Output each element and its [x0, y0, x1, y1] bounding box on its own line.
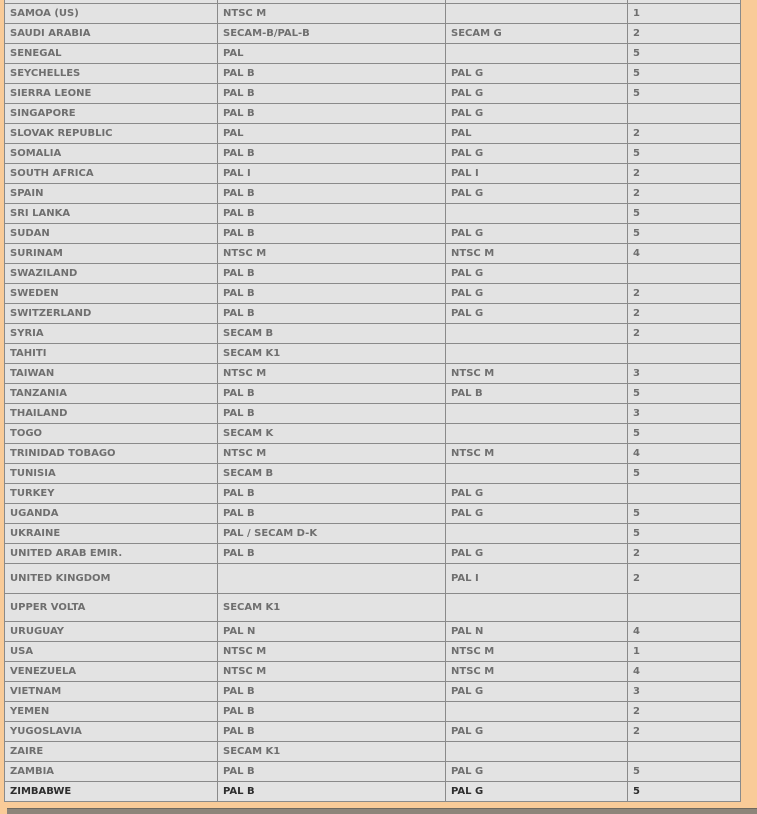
value-cell: 5	[628, 504, 741, 524]
table-row	[5, 264, 741, 284]
standard-b-cell	[446, 44, 628, 64]
standard-b-cell: PAL G	[446, 84, 628, 104]
country-cell: SWITZERLAND	[5, 304, 218, 324]
country-cell: UKRAINE	[5, 524, 218, 544]
standard-a-cell: SECAM K1	[218, 594, 446, 622]
standard-b-cell: PAL G	[446, 144, 628, 164]
standard-a-cell: PAL B	[218, 84, 446, 104]
table-row	[5, 722, 741, 742]
country-cell: SYRIA	[5, 324, 218, 344]
country-cell: TAHITI	[5, 344, 218, 364]
horizontal-divider	[7, 808, 757, 814]
table-row	[5, 124, 741, 144]
country-cell: SWEDEN	[5, 284, 218, 304]
standard-a-cell: PAL N	[218, 622, 446, 642]
value-cell	[628, 742, 741, 762]
standard-a-cell: SECAM K1	[218, 742, 446, 762]
value-cell: 4	[628, 662, 741, 682]
standard-a-cell: PAL / SECAM D-K	[218, 524, 446, 544]
value-cell: 4	[628, 444, 741, 464]
standard-b-cell: PAL G	[446, 544, 628, 564]
standard-a-cell: PAL B	[218, 204, 446, 224]
country-cell: THAILAND	[5, 404, 218, 424]
value-cell: 2	[628, 184, 741, 204]
country-cell: SINGAPORE	[5, 104, 218, 124]
value-cell: 2	[628, 164, 741, 184]
country-cell: SOMALIA	[5, 144, 218, 164]
value-cell: 2	[628, 702, 741, 722]
standard-b-cell	[446, 404, 628, 424]
standard-a-cell: PAL B	[218, 224, 446, 244]
value-cell	[628, 594, 741, 622]
country-cell: SEYCHELLES	[5, 64, 218, 84]
standard-a-cell: PAL B	[218, 504, 446, 524]
standard-a-cell: SECAM B	[218, 324, 446, 344]
country-cell: TURKEY	[5, 484, 218, 504]
value-cell: 5	[628, 44, 741, 64]
table-row	[5, 524, 741, 544]
standard-b-cell	[446, 344, 628, 364]
standard-b-cell: PAL G	[446, 762, 628, 782]
standard-b-cell: PAL	[446, 124, 628, 144]
standard-a-cell: NTSC M	[218, 244, 446, 264]
country-cell: SPAIN	[5, 184, 218, 204]
standard-a-cell: PAL B	[218, 544, 446, 564]
value-cell: 5	[628, 144, 741, 164]
standard-a-cell: PAL B	[218, 702, 446, 722]
country-cell: TANZANIA	[5, 384, 218, 404]
table-row	[5, 464, 741, 484]
standard-b-cell: PAL G	[446, 782, 628, 802]
standard-b-cell: PAL I	[446, 164, 628, 184]
value-cell: 2	[628, 124, 741, 144]
standard-b-cell	[446, 524, 628, 544]
standard-a-cell: PAL B	[218, 304, 446, 324]
value-cell: 2	[628, 304, 741, 324]
standard-b-cell: PAL G	[446, 104, 628, 124]
standard-b-cell	[446, 702, 628, 722]
country-cell: SUDAN	[5, 224, 218, 244]
standard-b-cell	[446, 324, 628, 344]
country-cell: USA	[5, 642, 218, 662]
value-cell: 5	[628, 384, 741, 404]
standard-b-cell	[446, 594, 628, 622]
standard-b-cell: NTSC M	[446, 244, 628, 264]
table-row	[5, 224, 741, 244]
value-cell	[628, 264, 741, 284]
country-cell: TOGO	[5, 424, 218, 444]
standard-b-cell: PAL G	[446, 264, 628, 284]
standard-b-cell: PAL G	[446, 722, 628, 742]
table-row	[5, 782, 741, 802]
table-row	[5, 682, 741, 702]
standard-a-cell: SECAM K1	[218, 344, 446, 364]
standard-a-cell: SECAM B	[218, 464, 446, 484]
country-cell: ZAMBIA	[5, 762, 218, 782]
standard-b-cell: PAL G	[446, 504, 628, 524]
table-row	[5, 424, 741, 444]
value-cell: 1	[628, 4, 741, 24]
country-cell: SAUDI ARABIA	[5, 24, 218, 44]
country-cell: UPPER VOLTA	[5, 594, 218, 622]
standard-a-cell: PAL B	[218, 104, 446, 124]
table-row	[5, 544, 741, 564]
table-row	[5, 702, 741, 722]
value-cell: 2	[628, 722, 741, 742]
standard-b-cell: NTSC M	[446, 642, 628, 662]
standard-a-cell: PAL	[218, 44, 446, 64]
value-cell	[628, 484, 741, 504]
country-cell: YUGOSLAVIA	[5, 722, 218, 742]
table-row	[5, 564, 741, 594]
value-cell: 2	[628, 564, 741, 594]
table-row	[5, 622, 741, 642]
value-cell: 3	[628, 404, 741, 424]
tv-standards-table	[4, 0, 741, 802]
table-row	[5, 304, 741, 324]
standard-b-cell: SECAM G	[446, 24, 628, 44]
standard-b-cell: PAL G	[446, 224, 628, 244]
country-cell: SENEGAL	[5, 44, 218, 64]
standard-a-cell: PAL B	[218, 284, 446, 304]
value-cell	[628, 344, 741, 364]
value-cell: 5	[628, 782, 741, 802]
value-cell: 5	[628, 224, 741, 244]
value-cell: 5	[628, 84, 741, 104]
value-cell	[628, 104, 741, 124]
country-cell: TUNISIA	[5, 464, 218, 484]
standard-b-cell: PAL B	[446, 384, 628, 404]
table-row	[5, 404, 741, 424]
country-cell: UNITED ARAB EMIR.	[5, 544, 218, 564]
standard-a-cell: NTSC M	[218, 444, 446, 464]
standard-b-cell	[446, 204, 628, 224]
standard-b-cell: PAL G	[446, 682, 628, 702]
standard-a-cell: PAL B	[218, 384, 446, 404]
value-cell: 2	[628, 24, 741, 44]
value-cell: 4	[628, 244, 741, 264]
country-cell: UNITED KINGDOM	[5, 564, 218, 594]
value-cell: 5	[628, 524, 741, 544]
country-cell: VENEZUELA	[5, 662, 218, 682]
table-row	[5, 164, 741, 184]
standard-a-cell: NTSC M	[218, 662, 446, 682]
table-row	[5, 344, 741, 364]
standard-b-cell: PAL G	[446, 184, 628, 204]
country-cell: TAIWAN	[5, 364, 218, 384]
standard-a-cell: PAL B	[218, 782, 446, 802]
table-row	[5, 64, 741, 84]
standard-a-cell: PAL B	[218, 64, 446, 84]
standard-a-cell: PAL B	[218, 184, 446, 204]
standard-b-cell: PAL G	[446, 304, 628, 324]
value-cell: 3	[628, 364, 741, 384]
country-cell: VIETNAM	[5, 682, 218, 702]
standard-a-cell: SECAM-B/PAL-B	[218, 24, 446, 44]
standard-a-cell: PAL B	[218, 682, 446, 702]
value-cell: 5	[628, 762, 741, 782]
standard-a-cell: NTSC M	[218, 364, 446, 384]
table-row	[5, 642, 741, 662]
standard-b-cell: PAL G	[446, 284, 628, 304]
standard-b-cell	[446, 464, 628, 484]
value-cell: 2	[628, 284, 741, 304]
value-cell: 5	[628, 204, 741, 224]
standard-b-cell: PAL I	[446, 564, 628, 594]
country-cell: ZAIRE	[5, 742, 218, 762]
table-row	[5, 484, 741, 504]
table-row	[5, 324, 741, 344]
standard-b-cell	[446, 4, 628, 24]
table-row	[5, 284, 741, 304]
country-cell: TRINIDAD TOBAGO	[5, 444, 218, 464]
tv-standards-table-body	[5, 0, 741, 802]
country-cell: SOUTH AFRICA	[5, 164, 218, 184]
standard-b-cell	[446, 424, 628, 444]
value-cell: 1	[628, 642, 741, 662]
value-cell: 5	[628, 464, 741, 484]
country-cell: SWAZILAND	[5, 264, 218, 284]
standard-a-cell: PAL B	[218, 264, 446, 284]
table-row	[5, 104, 741, 124]
standard-a-cell: SECAM K	[218, 424, 446, 444]
standard-b-cell: NTSC M	[446, 662, 628, 682]
value-cell: 5	[628, 424, 741, 444]
value-cell: 5	[628, 64, 741, 84]
table-row	[5, 762, 741, 782]
standard-a-cell: PAL B	[218, 484, 446, 504]
country-cell: SAMOA (US)	[5, 4, 218, 24]
standard-a-cell: PAL B	[218, 404, 446, 424]
country-cell: SIERRA LEONE	[5, 84, 218, 104]
standard-a-cell: PAL B	[218, 144, 446, 164]
country-cell: SURINAM	[5, 244, 218, 264]
standard-a-cell	[218, 564, 446, 594]
country-cell: ZIMBABWE	[5, 782, 218, 802]
table-row	[5, 504, 741, 524]
standard-b-cell: PAL G	[446, 64, 628, 84]
table-row	[5, 144, 741, 164]
table-row	[5, 184, 741, 204]
country-cell: SRI LANKA	[5, 204, 218, 224]
table-row	[5, 364, 741, 384]
table-row	[5, 444, 741, 464]
country-cell: SLOVAK REPUBLIC	[5, 124, 218, 144]
table-row	[5, 384, 741, 404]
value-cell: 3	[628, 682, 741, 702]
standard-b-cell: PAL N	[446, 622, 628, 642]
country-cell: URUGUAY	[5, 622, 218, 642]
table-row	[5, 662, 741, 682]
value-cell: 4	[628, 622, 741, 642]
value-cell: 2	[628, 324, 741, 344]
standard-a-cell: PAL B	[218, 722, 446, 742]
country-cell: YEMEN	[5, 702, 218, 722]
table-row	[5, 594, 741, 622]
standard-a-cell: PAL I	[218, 164, 446, 184]
table-row	[5, 742, 741, 762]
country-cell: UGANDA	[5, 504, 218, 524]
table-row	[5, 204, 741, 224]
table-row	[5, 84, 741, 104]
standard-a-cell: PAL	[218, 124, 446, 144]
table-row	[5, 44, 741, 64]
standard-b-cell: NTSC M	[446, 444, 628, 464]
standard-a-cell: PAL B	[218, 762, 446, 782]
table-row	[5, 4, 741, 24]
standard-b-cell: PAL G	[446, 484, 628, 504]
standard-a-cell: NTSC M	[218, 4, 446, 24]
standard-b-cell: NTSC M	[446, 364, 628, 384]
table-row	[5, 24, 741, 44]
standard-a-cell: NTSC M	[218, 642, 446, 662]
table-row	[5, 244, 741, 264]
standard-b-cell	[446, 742, 628, 762]
value-cell: 2	[628, 544, 741, 564]
